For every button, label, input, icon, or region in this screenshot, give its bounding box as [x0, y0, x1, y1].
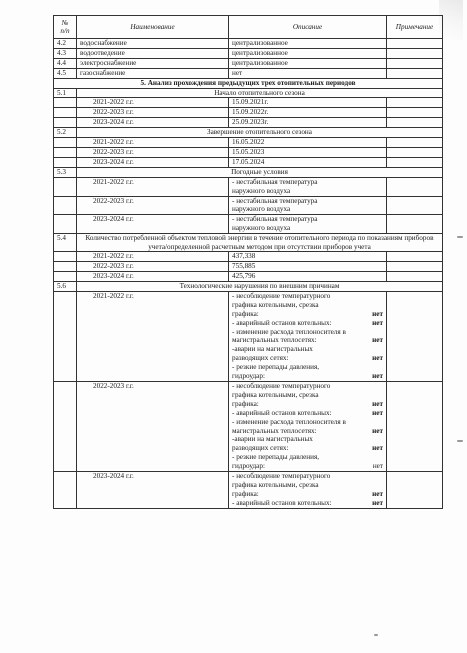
row-name: газоснабжение	[77, 68, 229, 78]
table-row	[54, 48, 443, 58]
row-num: 4.3	[54, 48, 77, 58]
value-cell: 16.05.2022	[229, 138, 387, 148]
header-name: Наименование	[77, 16, 229, 39]
value-cell: 15.09.2021г.	[229, 98, 387, 108]
scan-speck	[457, 236, 463, 238]
table-row	[54, 291, 443, 381]
value-cell: - нестабильная температура наружного воздуха	[229, 196, 387, 215]
table-row	[54, 382, 443, 472]
subsection-num: 5.4	[54, 234, 77, 252]
table-row	[54, 147, 443, 157]
period-cell: 2021-2022 г.г.	[77, 177, 229, 196]
row-name: водоотведение	[77, 48, 229, 58]
value-cell: 425,796	[229, 272, 387, 282]
table-row	[54, 68, 443, 78]
value-cell: 17.05.2024	[229, 157, 387, 167]
table-row	[54, 272, 443, 282]
row-desc: нет	[229, 68, 387, 78]
table-row	[54, 215, 443, 234]
table-row	[54, 58, 443, 68]
row-note	[387, 68, 443, 78]
table-row	[54, 98, 443, 108]
row-note	[387, 48, 443, 58]
row-note	[387, 58, 443, 68]
period-cell: 2022-2023 г.г.	[77, 262, 229, 272]
subsection-row	[54, 234, 443, 252]
period-cell: 2023-2024 г.г.	[77, 157, 229, 167]
violations-cell: - несоблюдение температурного графика котельными, срезка графика: нет - аварийный останов котельных: нет - изменение расхода теплоносителя в магистральных теплосетях: нет -аварии на магистральных разводящих сетях: нет - резкие перепады давления, гидроудар: нет	[229, 382, 387, 472]
row-num: 4.5	[54, 68, 77, 78]
value-cell: 25.09.2023г.	[229, 118, 387, 128]
period-cell: 2022-2023 г.г.	[77, 108, 229, 118]
violations-cell: - несоблюдение температурного графика котельными, срезка графика: нет - аварийный останов котельных: нет	[229, 472, 387, 509]
value-cell: 437,338	[229, 252, 387, 262]
subsection-row	[54, 128, 443, 138]
header-note: Примечание	[387, 16, 443, 39]
value-cell: 15.05.2023	[229, 147, 387, 157]
table-row	[54, 196, 443, 215]
subsection-num: 5.1	[54, 88, 77, 98]
table-row	[54, 118, 443, 128]
header-desc: Описание	[229, 16, 387, 39]
period-cell: 2021-2022 г.г.	[77, 291, 229, 381]
heating-analysis-table	[53, 15, 443, 509]
period-cell: 2021-2022 г.г.	[77, 138, 229, 148]
subsection-title: Начало отопительного сезона	[77, 88, 443, 98]
table-row	[54, 262, 443, 272]
scan-speck	[374, 634, 378, 636]
period-cell: 2022-2023 г.г.	[77, 382, 229, 472]
subsection-num: 5.2	[54, 128, 77, 138]
subsection-row	[54, 167, 443, 177]
subsection-row	[54, 282, 443, 292]
header-num: № п/п	[54, 16, 77, 39]
table-row	[54, 39, 443, 49]
period-cell: 2023-2024 г.г.	[77, 215, 229, 234]
subsection-title: Технологические нарушения по внешним причинам	[77, 282, 443, 292]
subsection-row	[54, 88, 443, 98]
period-cell: 2021-2022 г.г.	[77, 98, 229, 108]
row-desc: централизованное	[229, 48, 387, 58]
subsection-num: 5.3	[54, 167, 77, 177]
table-row	[54, 108, 443, 118]
row-name: водоснабжение	[77, 39, 229, 49]
scan-speck	[457, 440, 463, 442]
value-cell: - нестабильная температура наружного воздуха	[229, 215, 387, 234]
subsection-num: 5.6	[54, 282, 77, 292]
subsection-title: Погодные условия	[77, 167, 443, 177]
value-cell: 15.09.2022г.	[229, 108, 387, 118]
period-cell: 2023-2024 г.г.	[77, 472, 229, 509]
table-header-row	[54, 16, 443, 39]
period-cell: 2022-2023 г.г.	[77, 196, 229, 215]
value-cell: 755,885	[229, 262, 387, 272]
row-note	[387, 39, 443, 49]
value-cell: - нестабильная температура наружного воздуха	[229, 177, 387, 196]
section-5-title: 5. Анализ прохождения предыдущих трех отопительных периодов	[54, 78, 443, 88]
table-row	[54, 138, 443, 148]
period-cell: 2023-2024 г.г.	[77, 272, 229, 282]
row-num: 4.4	[54, 58, 77, 68]
period-cell: 2022-2023 г.г.	[77, 147, 229, 157]
subsection-title: Количество потребленной объектом тепловой энергии в течение отопительного периода по показаниям приборов учета/определенной расчетным методом при отсутствии приборов учета	[77, 234, 443, 252]
period-cell: 2023-2024 г.г.	[77, 118, 229, 128]
violations-cell: - несоблюдение температурного графика котельными, срезка графика: нет - аварийный останов котельных: нет - изменение расхода теплоносителя в магистральных теплосетях: нет -аварии на магистральных разводящих сетях: нет - резкие перепады давления, гидроудар: нет	[229, 291, 387, 381]
row-desc: централизованное	[229, 58, 387, 68]
row-desc: централизованное	[229, 39, 387, 49]
table-row	[54, 252, 443, 262]
row-num: 4.2	[54, 39, 77, 49]
subsection-title: Завершение отопительного сезона	[77, 128, 443, 138]
row-name: электроснабжение	[77, 58, 229, 68]
period-cell: 2021-2022 г.г.	[77, 252, 229, 262]
section-heading-row	[54, 78, 443, 88]
table-row	[54, 177, 443, 196]
table-row	[54, 157, 443, 167]
table-row	[54, 472, 443, 509]
